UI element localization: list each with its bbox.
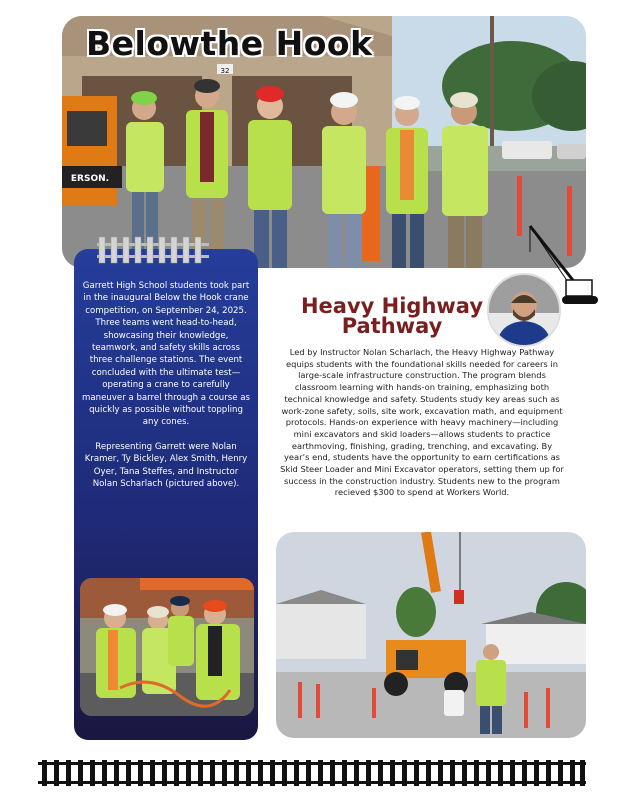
competition-paragraph: Garrett High School students took part in the inaugural Below the Hook crane competition, on September 24, 2025. Three teams went head-to-head, showcasing their knowledge, teamwork, and safety skills across three challenge stations. The event concluded with the ultimate test—operating a crane to carefully maneuver a barrel through a course as quickly as possible without toppling any cones.: [82, 281, 251, 428]
pathway-description: Led by Instructor Nolan Scharlach, the Heavy Highway Pathway equips students with the foundational skills needed for careers in large-scale infrastructure construction. The program blends classroom learning with hands-on training, emphasizing both technical knowledge and safety. Students study key areas such as work-zone safety, soils, site work, excavation math, and equipment protocols. Hands-on experience with heavy machinery—including mini excavators and skid loaders—allows students to practice earthmoving, finishing, grading, trenching, and excavating. By year’s end, students have the opportunity to earn certifications as Skid Steer Loader and Mini Excavator operators, setting them up for success in the construction industry. Students new to the program recieved $300 to spend at Workers World.: [280, 347, 564, 498]
crane-course-photo: [276, 532, 586, 738]
students-workshop-photo: [80, 578, 254, 716]
railroad-track-divider: [38, 760, 586, 790]
door-number: 32: [220, 67, 230, 75]
hero-photo: [62, 16, 586, 268]
fence-divider: [97, 235, 209, 269]
instructor-portrait: [487, 273, 561, 347]
section-heading: Heavy Highway Pathway: [300, 294, 484, 338]
left-panel-text: [82, 280, 250, 503]
team-members-paragraph: Representing Garrett were Nolan Kramer, Ty Bickley, Alex Smith, Henry Oyer, Tana Steffes, and Instructor Nolan Scharlach (pictured above).: [84, 441, 248, 490]
truck-brand-text: ERSON.: [70, 174, 110, 184]
hero-title: Belowthe Hook: [86, 24, 373, 63]
